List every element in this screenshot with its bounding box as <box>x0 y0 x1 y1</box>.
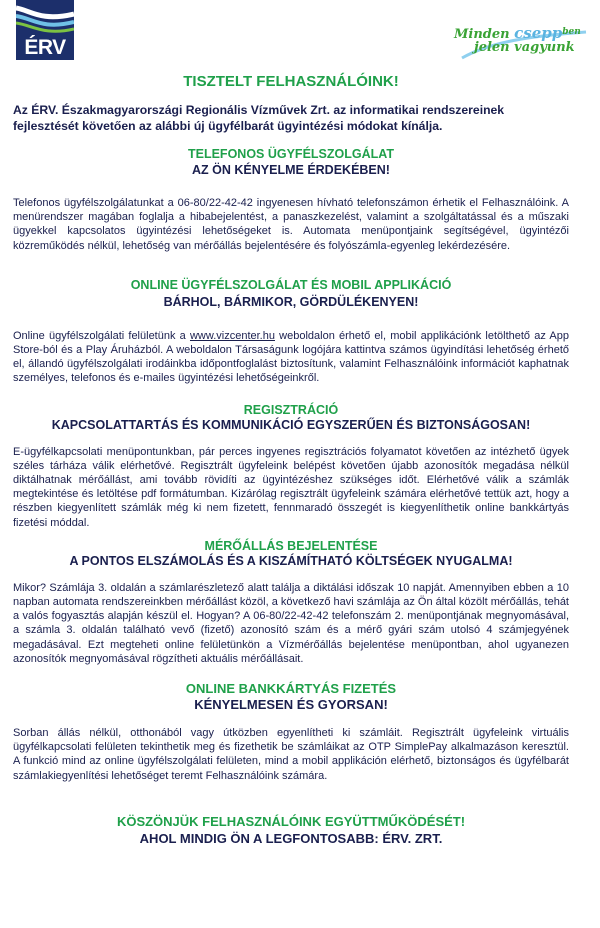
wave-icon <box>16 0 74 40</box>
erv-logo <box>16 0 74 60</box>
section-subheading: KÉNYELMESEN ÉS GYORSAN! <box>194 697 388 713</box>
footer-thanks: KÖSZÖNJÜK FELHASZNÁLÓINK EGYÜTTMŰKÖDÉSÉT! <box>116 813 466 829</box>
section-telefonos <box>13 147 569 253</box>
slogan-logo <box>450 20 590 64</box>
section-heading: TELEFONOS ÜGYFÉLSZOLGÁLAT <box>187 147 394 161</box>
intro-paragraph: Az ÉRV. Északmagyarországi Regionális Vízművek Zrt. az informatikai rendszereinek fejlesztését követően az alábbi új ügyfélbarát ügyintézési módokat kínálja. <box>13 103 505 133</box>
slogan-word-ben: ben <box>562 27 581 37</box>
section-heading: MÉRŐÁLLÁS BEJELENTÉSE <box>204 538 378 553</box>
vizcenter-link[interactable]: www.vizcenter.hu <box>189 329 275 342</box>
section-subheading: AZ ÖN KÉNYELME ÉRDEKÉBEN! <box>192 163 390 177</box>
section-bankkartya <box>13 681 569 783</box>
body-text: Online ügyfélszolgálati felületünk a <box>13 329 190 342</box>
section-heading: REGISZTRÁCIÓ <box>243 402 339 417</box>
section-regisztracio <box>13 403 569 530</box>
section-heading: ONLINE BANKKÁRTYÁS FIZETÉS <box>185 681 397 697</box>
slogan-word-csepp: csepp <box>514 24 563 42</box>
footer-tagline: AHOL MINDIG ÖN A LEGFONTOSABB: ÉRV. ZRT. <box>139 830 443 846</box>
letter-content <box>13 70 569 847</box>
section-subheading: KAPCSOLATTARTÁS ÉS KOMMUNIKÁCIÓ EGYSZERŰEN ÉS BIZTONSÁGOSAN! <box>51 417 531 432</box>
section-body: Sorban állás nélkül, otthonából vagy útközben egyenlítheti ki számláit. Regisztrált ügyfeleink virtuális ügyfélkapcsolati felületen tekinthetik meg és fizethetik be számláikat az OTP SimplePay alkalmazáson keresztül. A funkció mind az online ügyfélszolgálati felületen, mind a mobil applikáción elérhető, biztonságos és ügyfélbarát számlakiegyenlítési lehetőséget teremt Felhasználóink számára. <box>13 727 569 782</box>
body-text: weboldalon érhető el, mobil applikációnk letölthető az App Store-ból és a Play Áruházból. A weboldalon Társaságunk logójára kattintva számos ügyindítási lehetőség érhető el, állandó ügyfélszolgálati irodáinkba időpontfoglalást biztosítunk, valamint Felhasználóink információt kaphatnak személyes, telefonos és e-mailes ügyintézési lehetőségeinkről. <box>13 329 569 385</box>
section-meroallas <box>13 539 569 666</box>
section-online <box>13 278 569 386</box>
section-body: E-ügyfélkapcsolati menüpontunkban, pár perces ingyenes regisztrációs folyamatot követően az intézhető ügyek széles tárháza válik elérhetővé. Regisztrált ügyfeleink belépést követően újabb azonosítók megadása nélkül diktálhatnak mérőállást, ami tovább rövidíti az ügyintézéshez szükséges időt. Elérhetővé válik a számlák megtekintése és letöltése pdf formátumban. Kizárólag regisztrált ügyfeleink számára elérhetővé tettük azt, hogy a részben kiegyenlített számlák még ki nem fizetett, fennmaradó összegét is kiegyenlíthetik online bankkártyás fizetési móddal. <box>13 445 569 529</box>
logo-text: ÉRV <box>24 36 66 59</box>
slogan-word-minden: Minden <box>454 27 515 42</box>
footer <box>13 813 569 847</box>
section-body: Telefonos ügyfélszolgálatunkat a 06-80/22-42-42 ingyenesen hívható telefonszámon érhetik el Felhasználóink. A menürendszer magában foglalja a hibabejelentést, a panaszkezelést, valamint a szolgáltatással és a műszaki ügyekkel kapcsolatos ügyintézési lehetőségeket is. Automata menüpontjaink segítségével, ügyintézői közreműködés nélkül, lehetőség van mérőállás bejelentésére és folyószámla-egyenleg lekérdezésére. <box>13 197 569 252</box>
page-title: TISZTELT FELHASZNÁLÓINK! <box>183 73 399 90</box>
slogan-line2: jelen vagyunk <box>474 40 575 55</box>
section-heading: ONLINE ÜGYFÉLSZOLGÁLAT ÉS MOBIL APPLIKÁCIÓ <box>130 277 452 292</box>
section-subheading: A PONTOS ELSZÁMOLÁS ÉS A KISZÁMÍTHATÓ KÖLTSÉGEK NYUGALMA! <box>69 553 513 568</box>
section-subheading: BÁRHOL, BÁRMIKOR, GÖRDÜLÉKENYEN! <box>163 294 419 309</box>
section-body: Mikor? Számlája 3. oldalán a számlarészletező alatt találja a diktálási időszak 10 napját. Amennyiben ebben a 10 napban automata rendszereinkben mérőállást közöl, a következő havi számlája az Ön által közölt mérőállás, tehát a valós fogyasztás alapján készül el. Hogyan? A 06-80/22-42-42 telefonszám 2. menüpontjának megnyomásával, a számla 3. oldalán található vevő (fizető) azonosító szám és a mérő gyári szám utolsó 4 számjegyének megadásával. Ezt megteheti online felületünkön a Vízmérőállás bejelentése menüpontban, ahol ugyanezen azonosítók megnyomásával rögzítheti aktuális mérőállásait. <box>13 581 569 665</box>
section-body <box>13 329 569 386</box>
